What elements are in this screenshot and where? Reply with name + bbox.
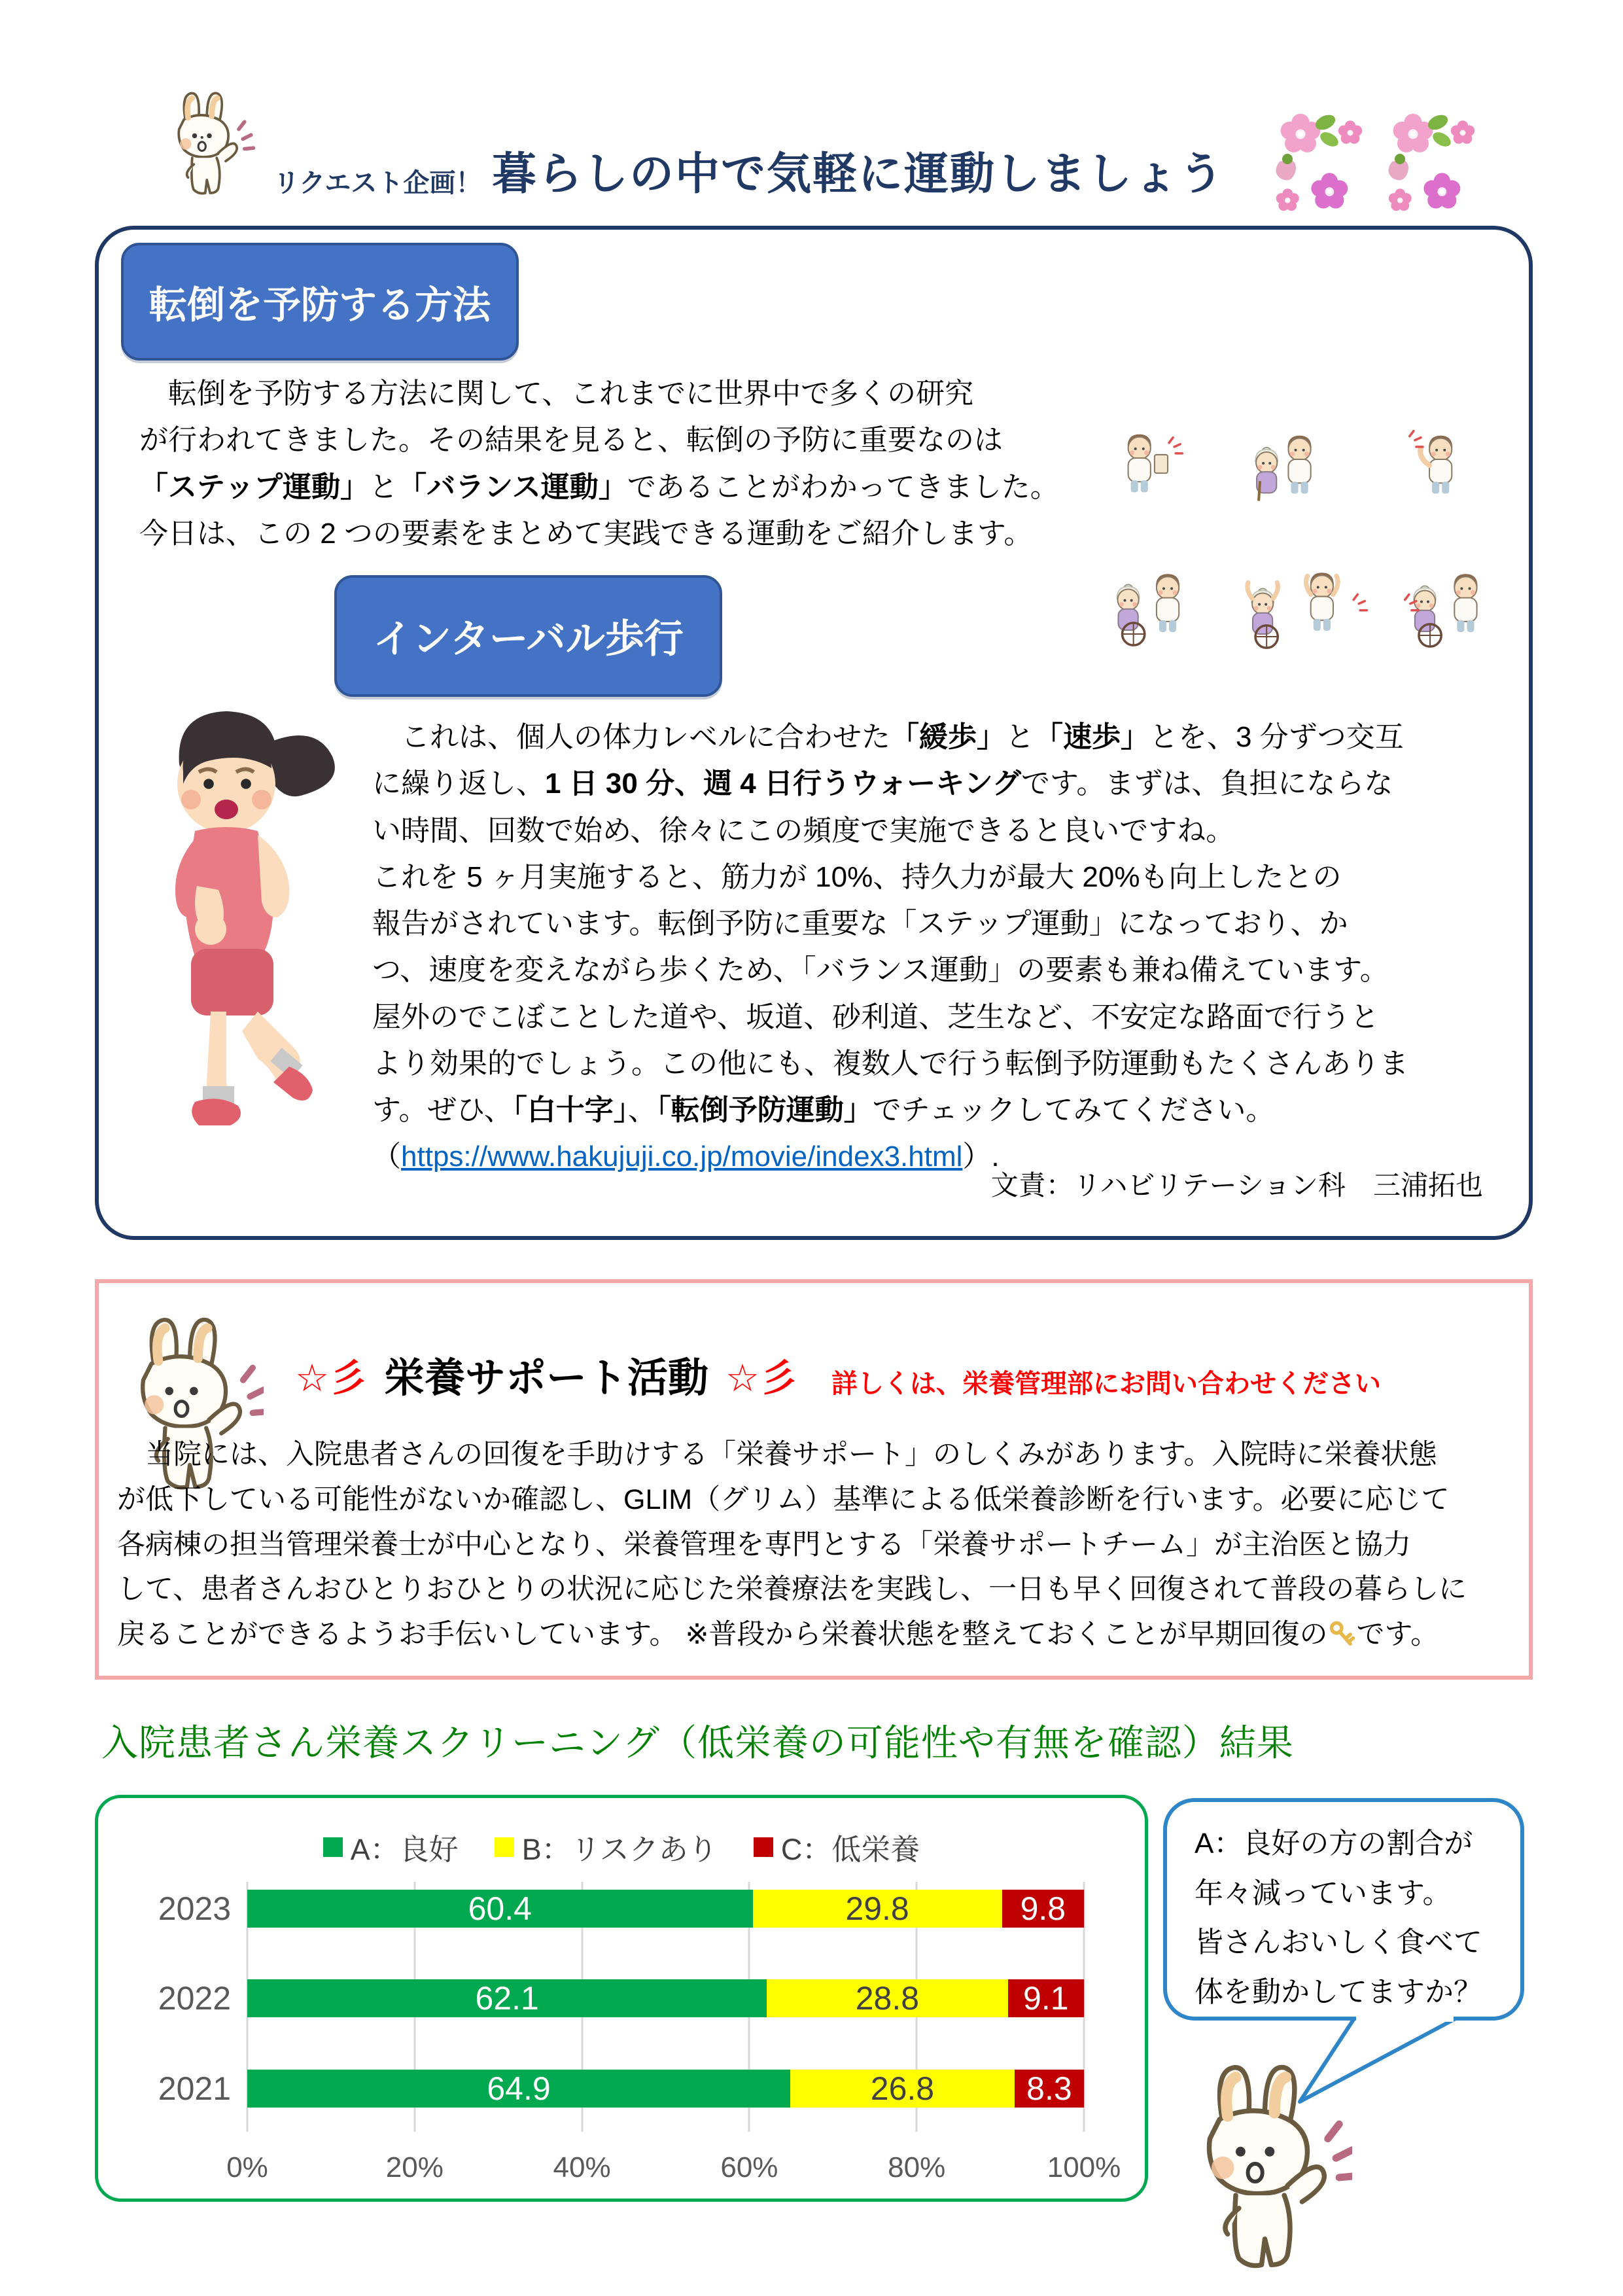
bar-segment: 9.8 xyxy=(1002,1890,1084,1928)
chart-row-2023 xyxy=(158,1890,1084,1928)
bold-term: 「速歩」 xyxy=(1034,721,1149,753)
fall-prevention-panel xyxy=(95,226,1533,1240)
cherry-blossom-decoration-icon xyxy=(1268,101,1487,236)
attribution-line: 文責：リハビリテーション科 三浦拓也 xyxy=(990,1170,1483,1201)
bar-segment: 64.9 xyxy=(247,2070,790,2108)
legend-label: B：リスクあり xyxy=(521,1833,718,1866)
kicker-label: リクエスト企画！ xyxy=(273,169,482,198)
legend-label: C：低栄養 xyxy=(780,1833,920,1866)
bar-segment: 62.1 xyxy=(247,1979,767,2017)
chart-plot-area xyxy=(158,1798,1121,2199)
x-axis-tick: 0% xyxy=(226,2151,268,2183)
nutrition-heading: 栄養サポート活動 xyxy=(384,1356,709,1401)
bold-term: 1 日 30 分、週 4 日行うウォーキング xyxy=(545,768,1021,800)
star-decoration: ☆彡 xyxy=(725,1356,798,1400)
year-label: 2023 xyxy=(158,1890,231,1927)
bar-segment: 29.8 xyxy=(753,1890,1002,1928)
bar-segment: 28.8 xyxy=(767,1979,1007,2017)
interval-walking-badge: インターバル歩行 xyxy=(334,575,722,697)
rabbit-mascot-icon xyxy=(1174,2058,1352,2284)
fall-prevention-badge: 転倒を予防する方法 xyxy=(121,243,519,361)
x-axis-tick: 80% xyxy=(888,2151,946,2183)
text-line: 転倒を予防する方法に関して、これまでに世界中で多くの研究 xyxy=(139,378,974,410)
bar-segment: 26.8 xyxy=(790,2070,1015,2108)
chart-row-2021 xyxy=(158,2070,1084,2108)
nutrition-heading-row xyxy=(295,1345,797,1404)
bold-term: 「白十字」 xyxy=(512,1094,628,1127)
chart-row-2022 xyxy=(158,1979,1084,2017)
nutrition-support-panel xyxy=(95,1279,1533,1680)
star-decoration: ☆彡 xyxy=(295,1356,367,1400)
bold-term: 「ステップ運動」 xyxy=(139,470,370,503)
bold-term: 「緩歩」 xyxy=(890,721,1005,753)
nutrition-screening-chart xyxy=(95,1795,1148,2202)
bar-segment: 8.3 xyxy=(1015,2070,1084,2108)
running-girl-illustration-icon xyxy=(109,688,364,1159)
bold-term: 「転倒予防運動」 xyxy=(656,1094,873,1127)
stacked-bar xyxy=(247,1979,1084,2017)
rabbit-mascot-icon xyxy=(157,88,255,203)
bold-term: 「バランス運動」 xyxy=(398,470,627,503)
stacked-bar xyxy=(247,1890,1084,1928)
year-label: 2022 xyxy=(158,1980,231,2017)
year-label: 2021 xyxy=(158,2070,231,2107)
nutrition-paragraph: 当院には、入院患者さんの回復を手助けする「栄養サポート」のしくみがあります。入院時に栄養状態 が低下している可能性がないか確認し、GLIM（グリム）基準による低栄養診断を行います。必要に応じて 各病棟の担当管理栄養士が中心となり、栄養管理を専門とする「栄養サポートチーム」が主治医と協力 して、患者さんおひとりおひとりの状況に応じた栄養療法を実践し、一日も早く回復されて普段の暮らしに 戻ることができるようお手伝いしています。 ※普段から栄養状態を整えておくことが早期回復の です。 xyxy=(117,1439,1467,1651)
hakujuji-movie-link[interactable]: https://www.hakujuji.co.jp/movie/index3.html xyxy=(401,1140,963,1173)
key-icon xyxy=(1328,1620,1357,1649)
text-line: 今日は、この 2 つの要素をまとめて実践できる運動をご紹介します。 xyxy=(139,517,1033,550)
interval-walking-paragraph: これは、個人の体力レベルに合わせた「緩歩」と「速歩」とを、3 分ずつ交互 に繰り返し、1 日 30 分、週 4 日行うウォーキングです。まずは、負担にならな い時間、回数で始め、徐々にこの頻度で実施できると良いですね。 これを 5 ヶ月実施すると、筋力が 10%、持久力が最大 20%も向上したとの 報告がされています。転倒予防に重要な「ステップ運動」になっており、か つ、速度を変えながら歩くため、「バランス運動」の要素も兼ね備えています。 屋外のでこぼことした道や、坂道、砂利道、芝生など、不安定な路面で行うと より効果的でしょう。この他にも、複数人で行う転倒予防運動もたくさんありま す。ぜひ、「白十字」、「転倒予防運動」でチェックしてみてください。 （https://www.hakujuji.co.jp/movie/index3.html）. xyxy=(372,721,1408,1173)
page-title: 暮らしの中で気軽に運動しましょう xyxy=(492,149,1225,199)
x-axis-tick: 100% xyxy=(1047,2151,1121,2183)
x-axis-tick: 20% xyxy=(385,2151,444,2183)
chart-title: 入院患者さん栄養スクリーニング（低栄養の可能性や有無を確認）結果 xyxy=(101,1722,1294,1763)
fall-prevention-paragraph: 転倒を予防する方法に関して、これまでに世界中で多くの研究 が行われてきました。その結果を見ると、転倒の予防に重要なのは 「ステップ運動」と「バランス運動」であることがわかってきました。 今日は、この 2 つの要素をまとめて実践できる運動をご紹介します。 xyxy=(139,378,1059,550)
bar-segment: 9.1 xyxy=(1008,1979,1084,2017)
x-axis-tick: 60% xyxy=(720,2151,778,2183)
nutrition-contact-note: 詳しくは、栄養管理部にお問い合わせください xyxy=(831,1369,1381,1398)
legend-label: A：良好 xyxy=(350,1833,459,1866)
bar-segment: 60.4 xyxy=(247,1890,753,1928)
text-line: が行われてきました。その結果を見ると、転倒の予防に重要なのは xyxy=(139,424,1003,457)
x-axis-tick: 40% xyxy=(553,2151,611,2183)
rabbit-speech-bubble: A：良好の方の割合が 年々減っています。 皆さんおいしく食べて 体を動かしてますか？ xyxy=(1163,1798,1524,2021)
stacked-bar xyxy=(247,2070,1084,2108)
